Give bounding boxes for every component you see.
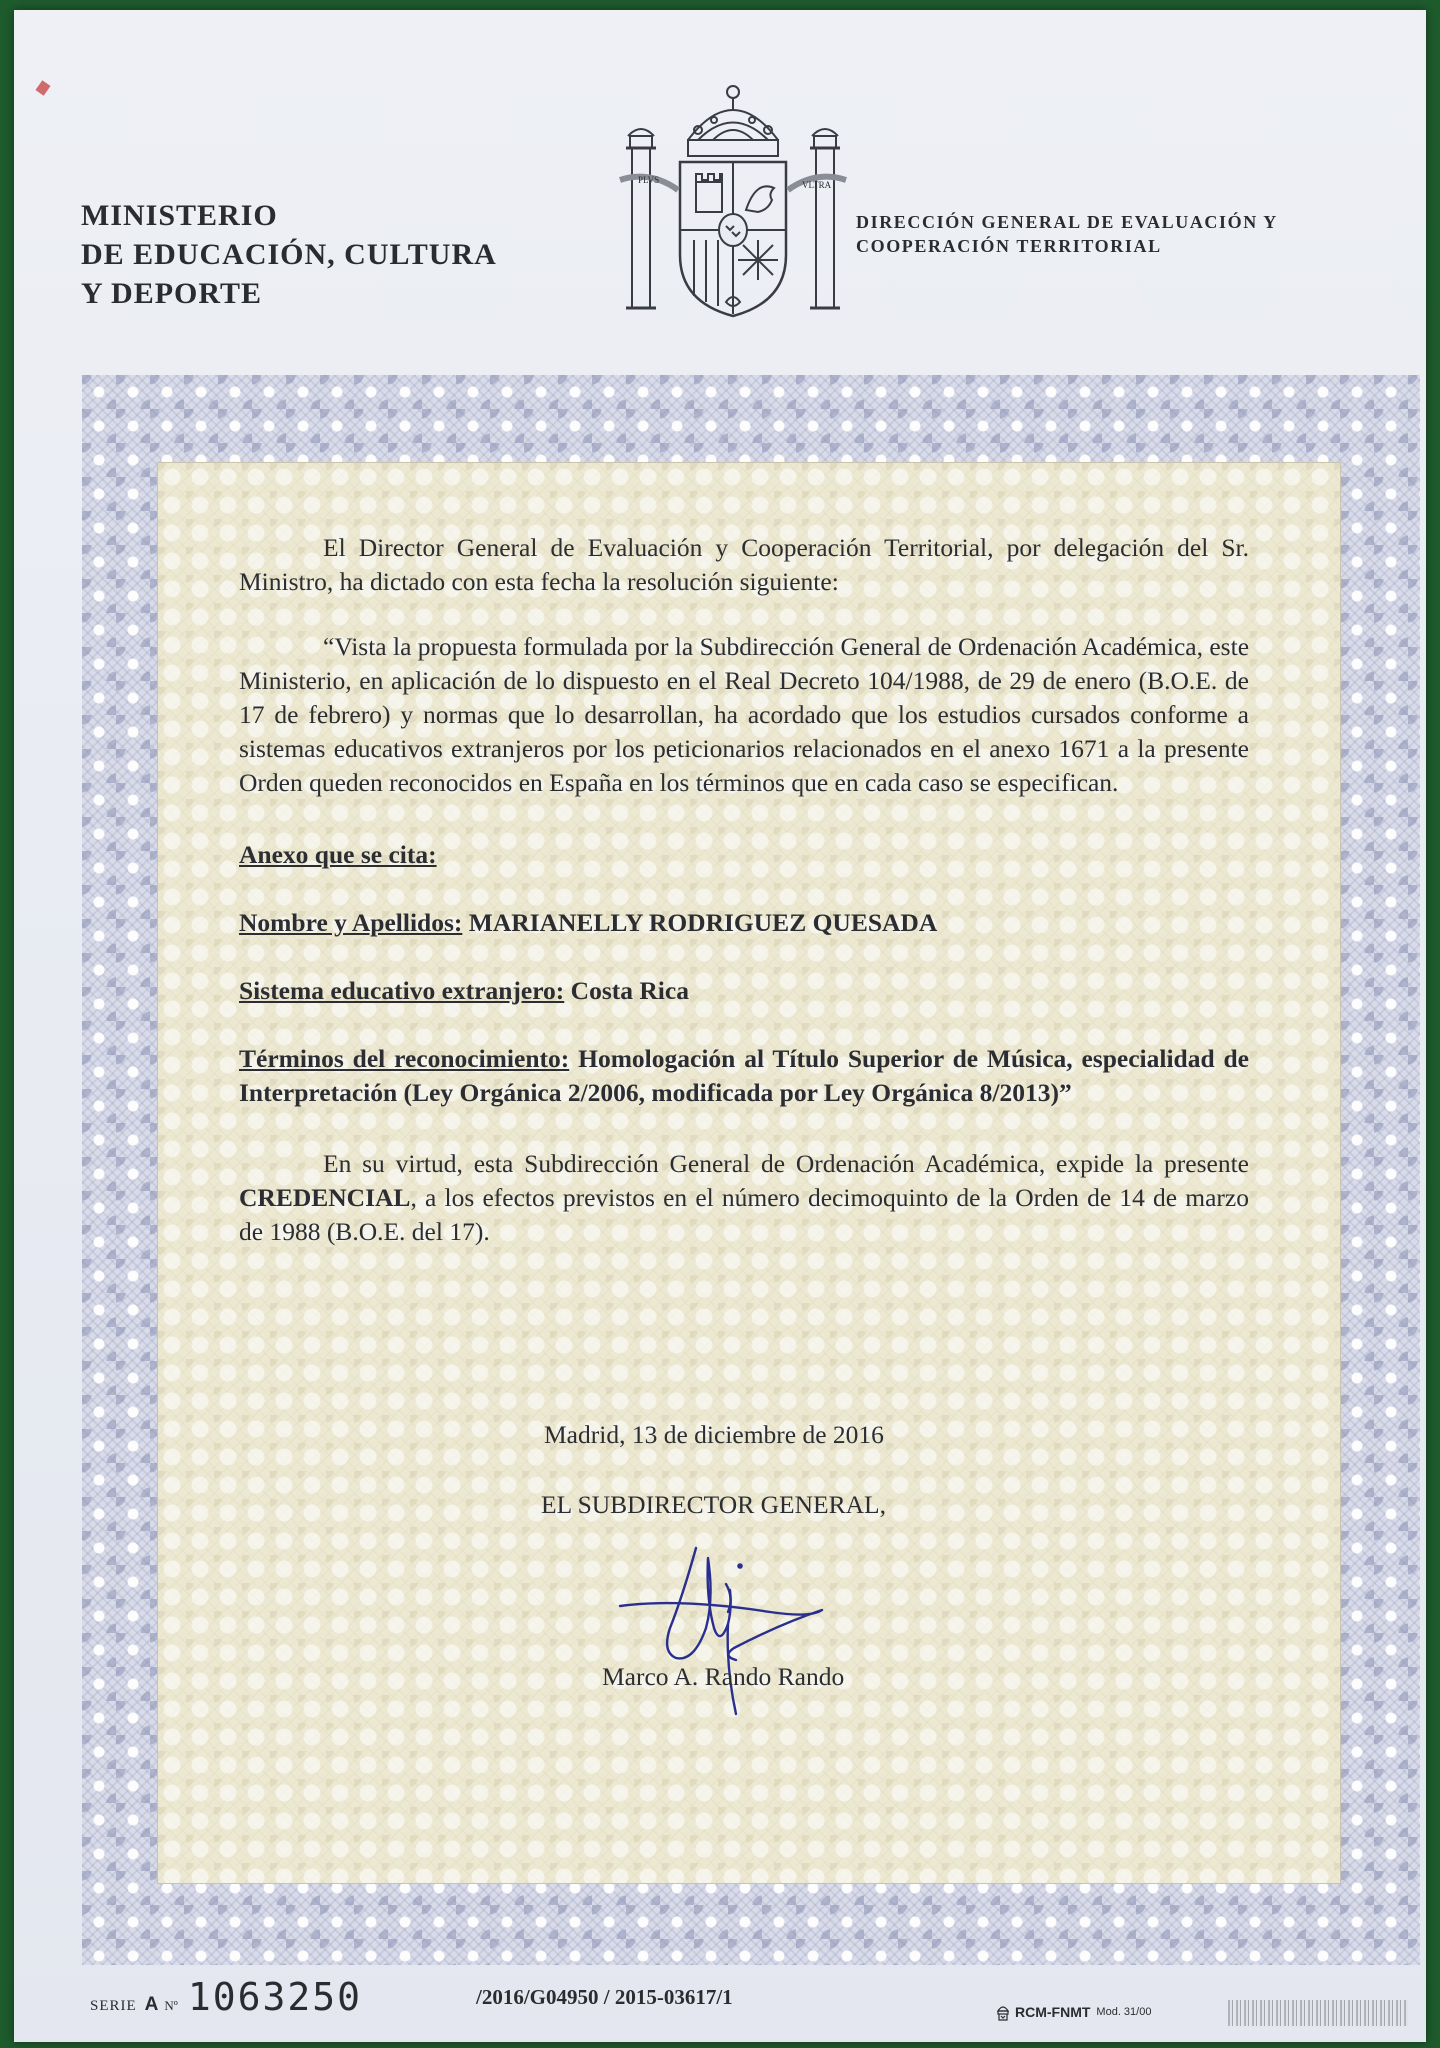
credencial-word: CREDENCIAL <box>239 1183 411 1212</box>
closing-text-after: , a los efectos previstos en el número decimoquinto de la Orden de 14 de marzo de 1988 (B.O.E. del 17). <box>239 1183 1249 1246</box>
rcm-code: RCM-FNMT <box>1015 2004 1091 2020</box>
rcm-model: Mod. 31/00 <box>1096 2006 1152 2018</box>
number-label: Nº <box>164 1998 178 2013</box>
signer-name: Marco A. Rando Rando <box>602 1662 845 1691</box>
fnmt-crown-icon <box>996 2003 1010 2021</box>
name-label: Nombre y Apellidos: <box>239 908 463 937</box>
ministry-line-3: Y DEPORTE <box>81 277 263 310</box>
serie-label: SERIE <box>90 1998 137 2014</box>
system-label: Sistema educativo extranjero: <box>239 976 565 1005</box>
ministry-line-1: MINISTERIO <box>81 199 278 232</box>
serie-letter: A <box>144 1994 159 2015</box>
name-value: MARIANELLY RODRIGUEZ QUESADA <box>468 908 938 937</box>
terms-label: Términos del reconocimiento: <box>239 1044 570 1073</box>
paragraph-intro: El Director General de Evaluación y Cooperación Territorial, por delegación del Sr. Ministro, ha dictado con esta fecha la resolución siguiente: <box>239 533 1249 596</box>
ministry-name <box>81 196 497 313</box>
red-ink-mark <box>35 80 50 96</box>
resolution-body <box>239 531 1249 1249</box>
document-reference: /2016/G04950 / 2015-03617/1 <box>476 1985 733 2009</box>
place-date: Madrid, 13 de diciembre de 2016 <box>544 1420 884 1449</box>
rcm-block <box>996 2003 1151 2021</box>
motto-left: PLVS <box>638 175 660 185</box>
paragraph-closing <box>239 1147 1249 1249</box>
serial-number: 1063250 <box>187 1975 362 2019</box>
paragraph-resolution: “Vista la propuesta formulada por la Subdirección General de Ordenación Académica, este Ministerio, en aplicación de lo dispuesto en el Real Decreto 104/1988, de 29 de enero (B.O.E. de 17 de febrero) y normas que lo desarrollan, ha acordado que los estudios cursados conforme a sistemas educativos extranjeros por los peticionarios relacionados en el anexo 1671 a la presente Orden queden reconocidos en España en los términos que en cada caso se especifican. <box>239 632 1250 797</box>
name-row <box>239 906 1249 940</box>
direccion-line-2: COOPERACIÓN TERRITORIAL <box>856 236 1162 256</box>
direccion-line-1: DIRECCIÓN GENERAL DE EVALUACIÓN Y <box>856 212 1278 232</box>
system-value: Costa Rica <box>570 976 689 1005</box>
terms-value: Homologación al Título Superior de Música, especialidad de Interpretación (Ley Orgánica 2/2006, modificada por Ley Orgánica 8/2013)” <box>239 1044 1250 1107</box>
terms-row <box>239 1042 1249 1110</box>
system-row <box>239 974 1249 1008</box>
annex-heading-text: Anexo que se cita: <box>239 840 437 869</box>
direccion-general <box>856 210 1278 258</box>
ministry-line-2: DE EDUCACIÓN, CULTURA <box>81 238 497 271</box>
barcode <box>1228 2000 1408 2026</box>
serial-block <box>90 1975 362 2019</box>
coat-of-arms-icon <box>618 70 848 328</box>
signer-title: EL SUBDIRECTOR GENERAL, <box>541 1490 886 1519</box>
annex-heading <box>239 838 1249 872</box>
motto-right: VLTRA <box>802 180 832 190</box>
certificate-page <box>14 10 1426 2042</box>
closing-text-before: En su virtud, esta Subdirección General de Ordenación Académica, expide la presente <box>323 1149 1249 1178</box>
